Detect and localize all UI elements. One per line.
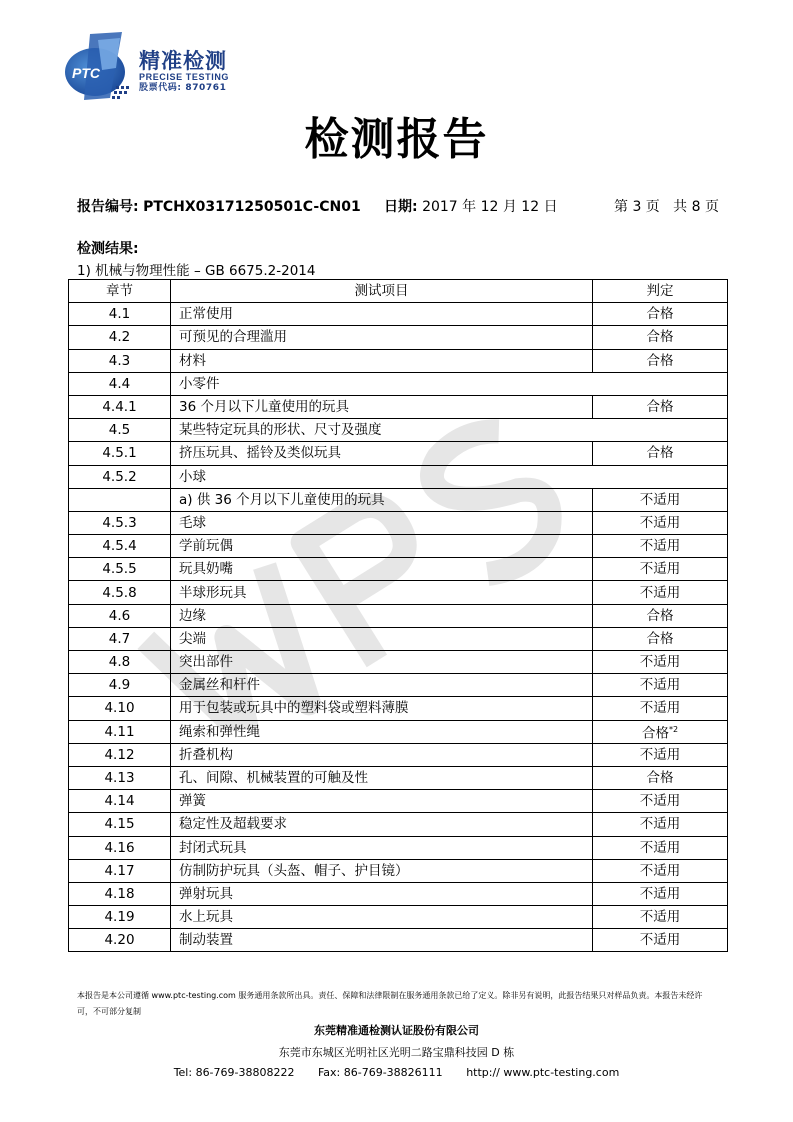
row-result [593, 395, 728, 418]
row-result-text: 合格 [646, 352, 674, 369]
logo-text [139, 50, 229, 94]
table-header-row [69, 280, 728, 303]
row-test-item: 弹射玩具 [171, 882, 593, 905]
table-row [69, 627, 728, 650]
logo-cn: 精准检测 [139, 49, 227, 73]
results-table [68, 279, 728, 952]
row-result [593, 836, 728, 859]
row-section: 4.11 [69, 720, 171, 743]
table-row [69, 813, 728, 836]
row-result-text: 不适用 [639, 677, 681, 694]
row-test-item: 正常使用 [171, 303, 593, 326]
row-test-item: 某些特定玩具的形状、尺寸及强度 [171, 419, 728, 442]
row-test-item: 制动装置 [171, 929, 593, 952]
row-section: 4.1 [69, 303, 171, 326]
table-row [69, 558, 728, 581]
row-test-item: 用于包装或玩具中的塑料袋或塑料薄膜 [171, 697, 593, 720]
row-result-text: 合格 [646, 399, 674, 416]
row-section: 4.4 [69, 372, 171, 395]
table-row [69, 488, 728, 511]
row-result-text: 不适用 [639, 816, 681, 833]
row-section: 4.2 [69, 326, 171, 349]
report-date-value: 2017 年 12 月 12 日 [422, 199, 558, 215]
table-row [69, 303, 728, 326]
table-row [69, 790, 728, 813]
row-section: 4.8 [69, 651, 171, 674]
table-row [69, 674, 728, 697]
row-result [593, 349, 728, 372]
row-result [593, 813, 728, 836]
row-section: 4.16 [69, 836, 171, 859]
table-row [69, 419, 728, 442]
row-test-item: 挤压玩具、摇铃及类似玩具 [171, 442, 593, 465]
footer-fax: Fax: 86-769-38826111 [317, 1066, 443, 1079]
row-result-text: 不适用 [639, 746, 681, 763]
header-test-item: 测试项目 [171, 280, 593, 303]
table-row [69, 697, 728, 720]
row-result-text: 合格 [646, 630, 674, 647]
row-result-text: 合格 [646, 770, 674, 787]
table-row [69, 581, 728, 604]
row-section: 4.13 [69, 766, 171, 789]
row-test-item: 小球 [171, 465, 728, 488]
row-section: 4.15 [69, 813, 171, 836]
row-result [593, 743, 728, 766]
row-test-item: 材料 [171, 349, 593, 372]
footer-disclaimer: 本报告是本公司遵循 www.ptc-testing.com 服务通用条款所出具。责任、保障和法律限制在服务通用条款已给了定义。除非另有说明，此报告结果只对样品负责。本报告未经许可，不可部分复制 [77, 991, 703, 1016]
page-indicator: 第 3 页 共 8 页 [614, 199, 719, 215]
row-test-item: 36 个月以下儿童使用的玩具 [171, 395, 593, 418]
row-result-text: 不适用 [639, 654, 681, 671]
row-section: 4.3 [69, 349, 171, 372]
row-result-text: 不适用 [639, 839, 681, 856]
row-test-item: 毛球 [171, 511, 593, 534]
row-section: 4.5 [69, 419, 171, 442]
table-row [69, 651, 728, 674]
row-result [593, 627, 728, 650]
row-result [593, 651, 728, 674]
row-result-text: 不适用 [639, 491, 681, 508]
table-row [69, 465, 728, 488]
footer-contact [0, 1066, 793, 1079]
row-result-text: 不适用 [639, 793, 681, 810]
table-row [69, 766, 728, 789]
row-section: 4.7 [69, 627, 171, 650]
row-result [593, 604, 728, 627]
row-test-item: 学前玩偶 [171, 535, 593, 558]
row-section: 4.6 [69, 604, 171, 627]
row-result-text: 合格 [641, 725, 669, 742]
row-section: 4.20 [69, 929, 171, 952]
table-row [69, 859, 728, 882]
row-test-item: 小零件 [171, 372, 728, 395]
report-date-label: 日期: [384, 199, 418, 215]
row-test-item: 可预见的合理滥用 [171, 326, 593, 349]
row-result [593, 303, 728, 326]
row-result [593, 697, 728, 720]
table-row [69, 743, 728, 766]
logo-stock-code: 股票代码: 870761 [139, 83, 227, 93]
row-section: 4.4.1 [69, 395, 171, 418]
row-result [593, 720, 728, 743]
row-result-text: 不适用 [639, 862, 681, 879]
footer-web-link[interactable]: http:// www.ptc-testing.com [466, 1066, 620, 1079]
row-result [593, 859, 728, 882]
row-test-item: 孔、间隙、机械装置的可触及性 [171, 766, 593, 789]
row-section: 4.9 [69, 674, 171, 697]
row-result-text: 合格 [646, 306, 674, 323]
row-result-text: 不适用 [639, 514, 681, 531]
row-result [593, 558, 728, 581]
footer-company: 东莞精准通检测认证股份有限公司 [314, 1024, 479, 1037]
row-test-item: 绳索和弹性绳 [171, 720, 593, 743]
table-row [69, 906, 728, 929]
section-heading: 检测结果: [77, 241, 139, 257]
row-result [593, 511, 728, 534]
table-row [69, 604, 728, 627]
row-test-item: 水上玩具 [171, 906, 593, 929]
row-test-item: 尖端 [171, 627, 593, 650]
row-result [593, 674, 728, 697]
row-result-text: 不适用 [639, 561, 681, 578]
report-number-label: 报告编号: [77, 199, 139, 215]
row-test-item: 半球形玩具 [171, 581, 593, 604]
row-section: 4.17 [69, 859, 171, 882]
row-result [593, 790, 728, 813]
row-result-text: 不适用 [639, 700, 681, 717]
table-row [69, 511, 728, 534]
row-result [593, 882, 728, 905]
row-test-item: 玩具奶嘴 [171, 558, 593, 581]
header-result: 判定 [593, 280, 728, 303]
row-result-text: 不适用 [639, 885, 681, 902]
row-section: 4.5.5 [69, 558, 171, 581]
table-row [69, 395, 728, 418]
row-result-text: 不适用 [639, 932, 681, 949]
report-number [77, 196, 361, 216]
row-result [593, 766, 728, 789]
table-row [69, 535, 728, 558]
footer-tel: Tel: 86-769-38808222 [173, 1066, 295, 1079]
table-row [69, 372, 728, 395]
row-result-footnote: *2 [668, 724, 679, 734]
row-test-item: 稳定性及超载要求 [171, 813, 593, 836]
row-section: 4.14 [69, 790, 171, 813]
header-section: 章节 [69, 280, 171, 303]
table-row [69, 720, 728, 743]
table-row [69, 929, 728, 952]
row-test-item: 突出部件 [171, 651, 593, 674]
table-row [69, 882, 728, 905]
row-result-text: 合格 [646, 329, 674, 346]
row-test-item: 边缘 [171, 604, 593, 627]
row-test-item: 金属丝和杆件 [171, 674, 593, 697]
report-date [384, 196, 558, 216]
row-result-text: 不适用 [639, 909, 681, 926]
row-result [593, 535, 728, 558]
table-row [69, 326, 728, 349]
row-result-text: 不适用 [639, 538, 681, 555]
page-title: 检测报告 [304, 114, 489, 165]
row-test-item: 仿制防护玩具（头盔、帽子、护目镜） [171, 859, 593, 882]
row-section: 4.5.8 [69, 581, 171, 604]
row-result [593, 929, 728, 952]
row-result-text: 合格 [646, 445, 674, 462]
row-section: 4.5.2 [69, 465, 171, 488]
row-test-item: 弹簧 [171, 790, 593, 813]
row-section: 4.18 [69, 882, 171, 905]
row-section: 4.12 [69, 743, 171, 766]
row-section: 4.5.4 [69, 535, 171, 558]
row-result [593, 581, 728, 604]
row-section: 4.19 [69, 906, 171, 929]
row-test-item: a) 供 36 个月以下儿童使用的玩具 [171, 488, 593, 511]
footer-address: 东莞市东城区光明社区光明二路宝鼎科技园 D 栋 [278, 1046, 515, 1059]
row-section: 4.5.1 [69, 442, 171, 465]
table-row [69, 349, 728, 372]
row-test-item: 封闭式玩具 [171, 836, 593, 859]
row-result [593, 906, 728, 929]
report-number-value: PTCHX03171250501C-CN01 [143, 199, 361, 215]
table-row [69, 836, 728, 859]
row-result-text: 不适用 [639, 584, 681, 601]
logo-badge-text: PTC [72, 65, 100, 81]
row-section: 4.10 [69, 697, 171, 720]
row-result-text: 合格 [646, 607, 674, 624]
row-result [593, 488, 728, 511]
row-section: 4.5.3 [69, 511, 171, 534]
section-subheading: 1) 机械与物理性能 – GB 6675.2-2014 [77, 263, 316, 279]
table-body [69, 303, 728, 952]
row-result [593, 442, 728, 465]
row-result [593, 326, 728, 349]
row-test-item: 折叠机构 [171, 743, 593, 766]
table-row [69, 442, 728, 465]
row-section [69, 488, 171, 511]
logo-en: PRECISE TESTING [139, 72, 230, 82]
